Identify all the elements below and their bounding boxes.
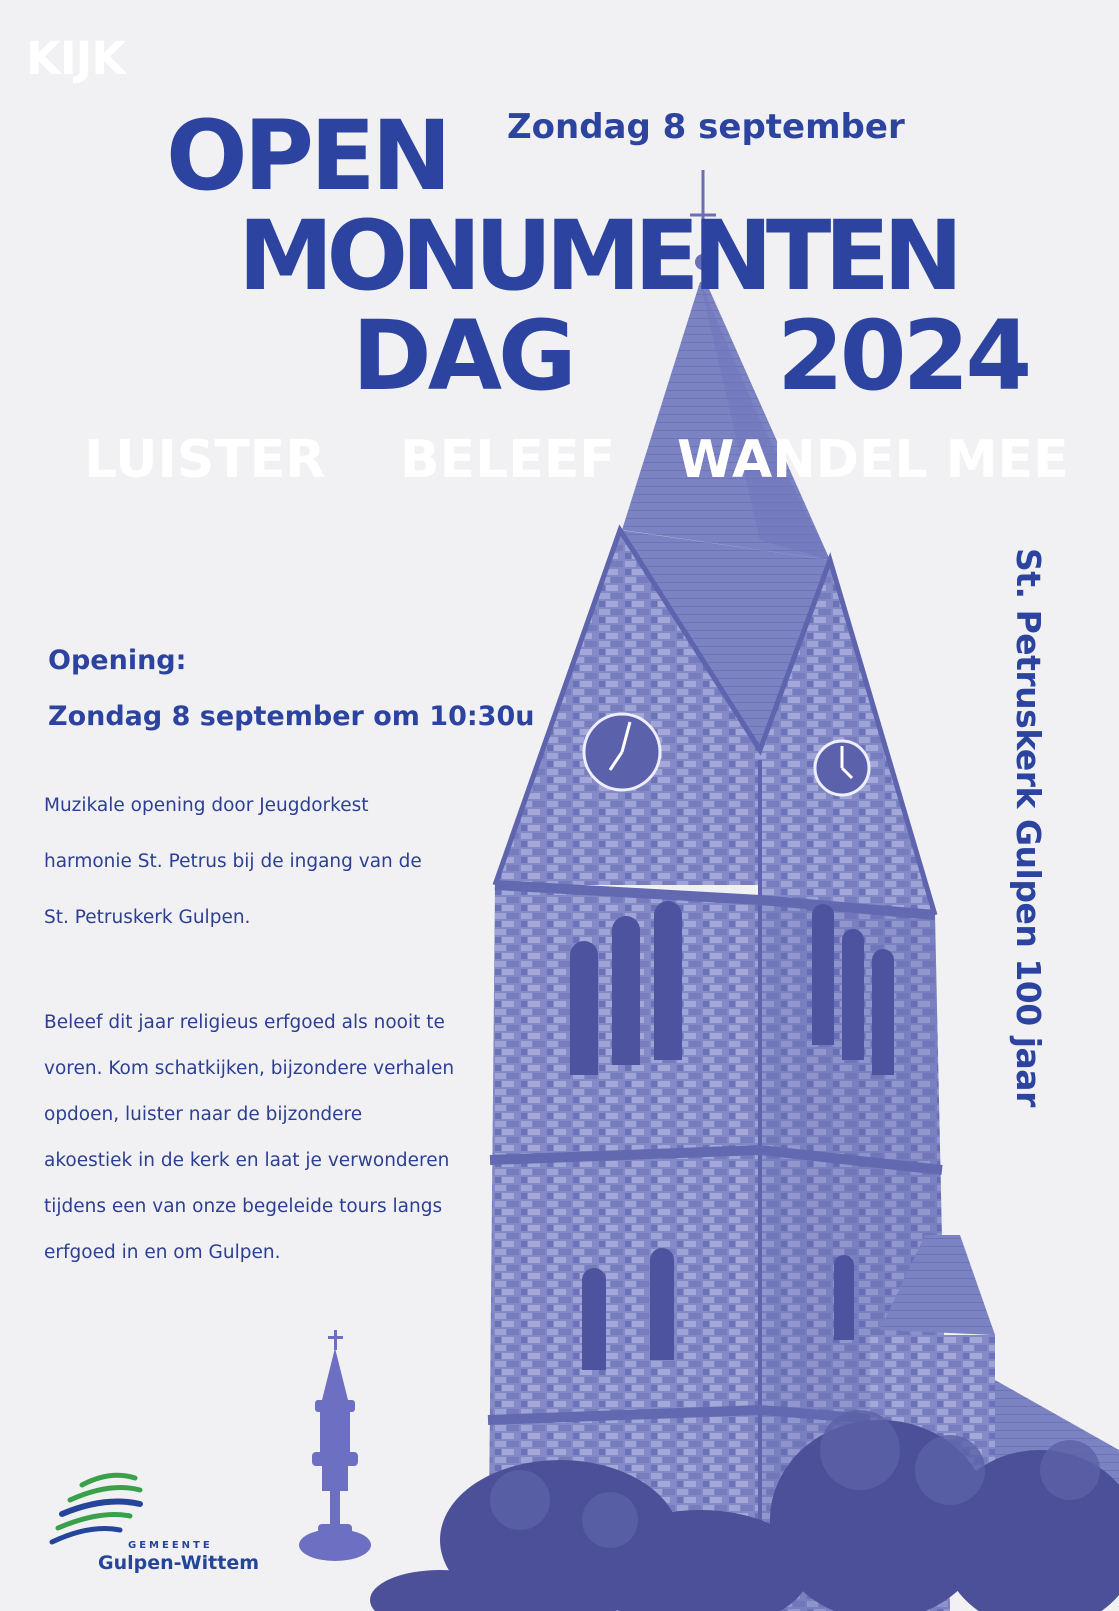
paragraph-line: St. Petruskerk Gulpen. — [44, 907, 251, 928]
paragraph-line: Muzikale opening door Jeugdorkest — [44, 795, 369, 816]
paragraph-line: harmonie St. Petrus bij de ingang van de — [44, 851, 422, 872]
clock-right-icon — [815, 741, 869, 795]
paragraph-line: opdoen, luister naar de bijzondere — [44, 1104, 363, 1125]
gulpen-wittem-logo-icon — [52, 1475, 140, 1542]
paragraph-description — [44, 1000, 454, 1276]
paragraph-line: akoestiek in de kerk en laat je verwonderen — [44, 1150, 450, 1171]
kijk-label: KIJK — [26, 32, 126, 85]
opening-heading: Opening: — [48, 645, 187, 676]
logo-name: Gulpen-Wittem — [98, 1552, 259, 1574]
clock-left-icon — [584, 714, 660, 790]
title-year: 2024 — [777, 300, 1029, 412]
date-header: Zondag 8 september — [507, 107, 905, 147]
title-dag: DAG — [352, 300, 573, 412]
tagline-luister: LUISTER — [84, 430, 326, 490]
monstrance-icon — [299, 1330, 371, 1561]
logo-small-text: GEMEENTE — [128, 1540, 213, 1551]
paragraph-line: Beleef dit jaar religieus erfgoed als nooit te — [44, 1012, 445, 1033]
title-open: OPEN — [166, 100, 448, 212]
opening-datetime: Zondag 8 september om 10:30u — [48, 701, 535, 732]
tagline-beleef: BELEEF — [400, 430, 615, 490]
paragraph-line: voren. Kom schatkijken, bijzondere verhalen — [44, 1058, 455, 1079]
vertical-anniversary-label: St. Petruskerk Gulpen 100 jaar — [1009, 548, 1048, 1107]
paragraph-line: erfgoed in en om Gulpen. — [44, 1242, 281, 1263]
paragraph-line: tijdens een van onze begeleide tours langs — [44, 1196, 443, 1217]
tagline-wandel-mee: WANDEL MEE — [677, 430, 1069, 490]
title-monumenten: MONUMENTEN — [238, 200, 957, 312]
paragraph-opening — [44, 783, 422, 941]
